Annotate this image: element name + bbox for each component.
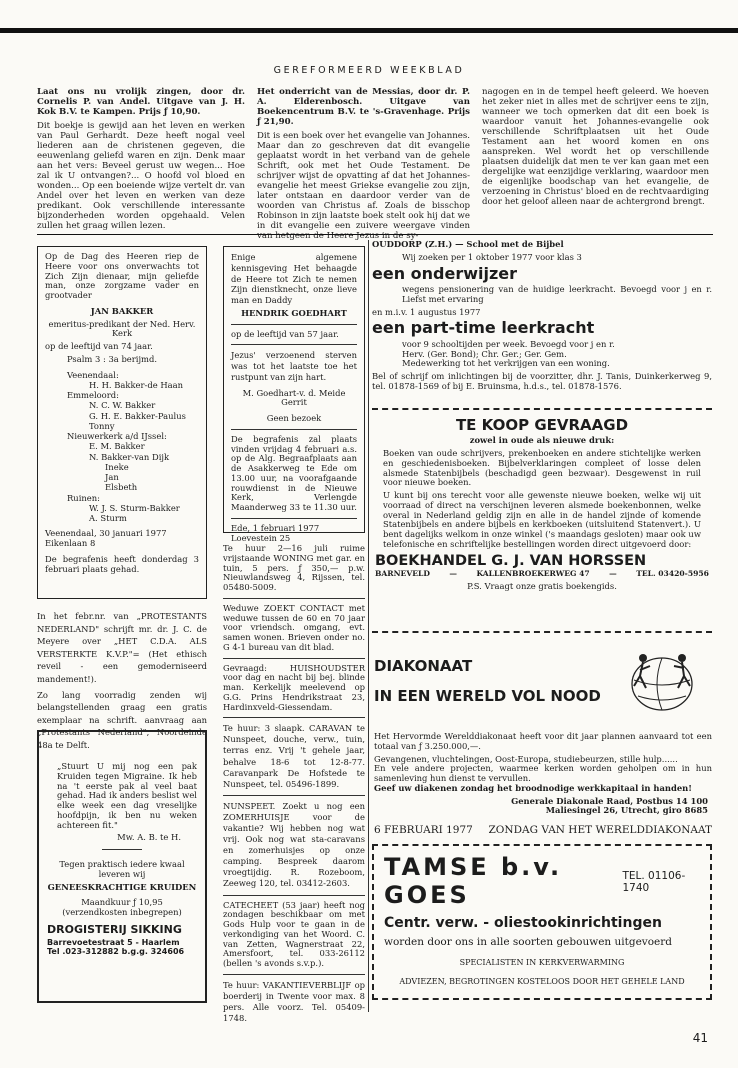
ad-line: Tegen praktisch iedere kwaal leveren wij bbox=[59, 859, 185, 879]
obit-family-line: W. J. S. Sturm-Bakker bbox=[89, 502, 180, 513]
ad-slogan: ZONDAG VAN HET WERELDDIAKONAAT bbox=[488, 824, 712, 836]
ad-title: DIAKONAAT bbox=[374, 657, 473, 675]
ad-vacancy-title: een part-time leerkracht bbox=[372, 318, 595, 338]
review-body: Dit is een boek over het evangelie van Johannes. Maar dan zo geschreven dat dit evangelie geplaatst wordt in het verband van de gehele Schrift, ook met het Oude Testament. De schrijver wijst de opvatting af dat het Johannes-evangelie het meest Griekse evangelie zou zijn, later ontstaan en daardoor verder van de woorden van Christus af. Zoals de bisschop Robinson in zijn laatste boek stelt ook hij dat we in dit evangelie een zuivere weergave vinden van hetgeen de Heere Jezus in de sy- bbox=[257, 130, 470, 241]
small-ad: Te huur 2—16 juli ruime vrijstaande WONING met gar. en tuin, 5 pers. ƒ 350,— p.w. Nieuwlandsweg 4, Rijssen, tel. 05480-5009. bbox=[223, 543, 365, 592]
small-ads bbox=[223, 544, 365, 1027]
ad-line: Medewerking tot het verkrijgen van een woning. bbox=[402, 358, 610, 369]
ad-phone: TEL. 03420-5956 bbox=[636, 569, 709, 579]
ad-line: Maandkuur ƒ 10,95 bbox=[81, 897, 163, 908]
small-ad: NUNSPEET. Zoekt u nog een ZOMERHUISJE voor de vakantie? Wij hebben nog wat vrij. Ook nog wat sta-caravans en zomerhuisjes op onze camping. Bespreek daarom vroegtijdig. R. Rozeboom, Zeeweg 120, tel. 03412-2603. bbox=[223, 800, 365, 889]
ad-address: Barrevoetestraat 5 - Haarlem bbox=[47, 937, 180, 947]
ad-line: Bel of schrijf om inlichtingen bij de voorzitter, dhr. J. Tanis, Duinkerkerweg 9, tel. 01878-1569 of bij E. Bruinsma, h.d.s., tel. 01878-1576. bbox=[372, 371, 712, 391]
small-ad: CATECHEET (53 jaar) heeft nog zondagen beschikbaar om met Gods Hulp voor te gaan in de verkondiging van het Woord. C. van Zetten, Wagnerstraat 22, Amersfoort, tel. 033-26112 (bellen 's avonds s.v.p.). bbox=[223, 899, 365, 969]
obit-family-line: Elsbeth bbox=[105, 482, 138, 493]
review-messias bbox=[257, 88, 470, 246]
ad-sender-address: Maliesingel 26, Utrecht, giro 8685 bbox=[545, 805, 708, 816]
obit-name: JAN BAKKER bbox=[90, 305, 154, 316]
small-ad: Te huur: VAKANTIEVERBLIJF op boerderij in Twente voor max. 8 pers. Alle voorz. Tel. 05409-1748. bbox=[223, 979, 365, 1024]
obit-age: op de leeftijd van 74 jaar. bbox=[45, 341, 153, 351]
ad-signature: Mw. A. B. te H. bbox=[117, 832, 181, 843]
ad-title-2: IN EEN WERELD VOL NOOD bbox=[374, 687, 601, 705]
ad-line: Herv. (Ger. Bond); Chr. Ger.; Ger. Gem. bbox=[402, 348, 567, 359]
notice-text-2: Zo lang voorradig zenden wij belangstellenden graag een gratis exemplaar na schrift. aanvraag aan „Protestants Nederland", Noordeinde 48a te Delft. bbox=[37, 689, 207, 751]
ad-text: En vele andere projecten, waarmee kerken worden geholpen om in hun samenleving hun dienst te vervullen. bbox=[374, 763, 712, 783]
ad-text: Het Hervormde Werelddiakonaat heeft voor dit jaar plannen aanvaard tot een totaal van ƒ 3.250.000,—. bbox=[374, 731, 712, 751]
ad-tamse bbox=[372, 844, 712, 1000]
ad-specialty: SPECIALISTEN IN KERKVERWARMING bbox=[459, 958, 625, 968]
review-body: nagogen en in de tempel heeft geleerd. We hoeven het zeker niet in alles met de schrijver eens te zijn, wanneer we toch opmerken dat dit een boek is waardoor vanuit het Johannes-evangelie ook verschillende Schriftplaatsen uit het Oude Testament aan het woord komen en ons aanspreken. Wel wordt het op verschillende plaatsen duidelijk dat men te ver kan gaan met een dergelijke wat eenzijdige verklaring, waardoor men de eigenlijke boodschap van het evangelie, de verzoening in Christus' bloed en de rechtvaardiging door het geloof alleen naar de achtergrond brengt. bbox=[482, 87, 709, 207]
ad-school-ouddorp bbox=[372, 240, 712, 395]
obit-family-line: N. C. W. Bakker bbox=[89, 400, 156, 411]
small-ad: Te huur: 3 slaapk. CARAVAN te Nunspeet, douche, verw., tuin, terras enz. Vrij 't gehele jaar, behalve 18-6 tot 12-8-77. Caravanpark De Hofstede te Nunspeet, tel. 05496-1899. bbox=[223, 723, 365, 789]
obit-psalm: Psalm 3 : 3a berijmd. bbox=[67, 353, 158, 364]
obit-signature: Gerrit bbox=[281, 397, 307, 408]
ad-advice: ADVIEZEN, BEGROTINGEN KOSTELOOS DOOR HET GEHELE LAND bbox=[399, 977, 685, 987]
page-number: 41 bbox=[692, 1031, 708, 1045]
small-ad: Gevraagd: HUISHOUDSTER voor dag en nacht bij bej. blinde man. Kerkelijk meelevend op G.G. Prins Hendrikstraat 23, Hardinxveld-Giessendam. bbox=[223, 662, 365, 712]
ad-line: wegens pensionering van de huidige leerkracht. Bevoegd voor j en r. Liefst met ervaring bbox=[402, 284, 712, 304]
obit-burial: De begrafenis heeft donderdag 3 februari plaats gehad. bbox=[45, 553, 199, 574]
obit-family-line: H. H. Bakker-de Haan bbox=[89, 379, 184, 390]
obit-address: Eikenlaan 8 bbox=[45, 538, 96, 548]
obit-address: Loevestein 25 bbox=[231, 532, 291, 543]
ad-postscript: P.S. Vraagt onze gratis boekengids. bbox=[467, 581, 617, 592]
ad-vacancy-title: een onderwijzer bbox=[372, 263, 518, 283]
obit-signature: M. Goedhart-v. d. Meide bbox=[242, 387, 346, 398]
obit-name: HENDRIK GOEDHART bbox=[241, 307, 347, 318]
page-header: GEREFORMEERD WEEKBLAD bbox=[273, 65, 465, 76]
ad-phone: TEL. 01106-1740 bbox=[622, 869, 686, 894]
obit-family-line: Jan bbox=[105, 472, 119, 482]
ad-text: Boeken van oude schrijvers, prekenboeken en andere stichtelijke werken en geschiedenisboeken. Bijbelverklaringen compleet of losse delen alsmede Statenbijbels (beschadigd geen bezwaar). Desgewenst in ruil voor nieuwe boeken. bbox=[383, 448, 701, 488]
ad-text: worden door ons in alle soorten gebouwen uitgevoerd bbox=[384, 935, 672, 948]
section-divider bbox=[37, 234, 713, 235]
obit-title: emeritus-predikant der Ned. Herv. Kerk bbox=[48, 318, 196, 339]
obit-family-line: Veenendaal: bbox=[67, 369, 119, 380]
ad-line: en m.i.v. 1 augustus 1977 bbox=[372, 306, 481, 317]
ad-line: Wij zoeken per 1 oktober 1977 voor klas 3 bbox=[402, 251, 582, 262]
obit-family-line: Tonny bbox=[89, 420, 115, 431]
obit-intro: Enige algemene kennisgeving Het behaagde de Heere tot Zich te nemen Zijn dienstknecht, onze lieve man en Daddy bbox=[231, 252, 357, 305]
dash-border bbox=[372, 408, 712, 410]
obit-burial: De begrafenis zal plaats vinden vrijdag 4 februari a.s. op de Alg. Begraafplaats aan de Asakkerweg te Ede om 13.00 uur, na voorafgaande rouwdienst in de Nieuwe Kerk, Verlengde Maanderweg 33 te 11.30 uur. bbox=[231, 433, 357, 512]
obit-visit: Geen bezoek bbox=[266, 413, 322, 423]
obit-intro: Op de Dag des Heeren riep de Heere voor ons onverwachts tot Zich Zijn dienaar, mijn geliefde man, onze zorgzame vader en grootvader bbox=[45, 251, 199, 300]
obit-family-line: Emmeloord: bbox=[67, 390, 119, 400]
globe-figures-icon bbox=[626, 646, 698, 716]
ad-street: KALLENBROEKERWEG 47 bbox=[476, 569, 590, 579]
ad-subtitle: zowel in oude als nieuwe druk: bbox=[469, 435, 615, 446]
top-bar bbox=[0, 28, 738, 33]
ad-quote: „Stuurt U mij nog een pak Kruiden tegen Migraine. Ik heb na 't eerste pak al veel baat gehad. Had ik anders beslist wel elke week een dag vreselijke hoofdpijn, ik ben nu weken achtereen fit." bbox=[57, 761, 197, 830]
ad-line: voor 9 schooltijden per week. Bevoegd voor j en r. bbox=[402, 338, 615, 349]
small-ad: Weduwe ZOEKT CONTACT met weduwe tussen de 60 en 70 jaar voor vriendsch. omgang, evt. samen wonen. Brieven onder no. G 4-1 bureau van dit blad. bbox=[223, 602, 365, 652]
ad-phone: Tel .023-312882 b.g.g. 324606 bbox=[47, 946, 185, 956]
obit-place: Veenendaal, 30 januari 1977 bbox=[45, 528, 167, 539]
ad-date: 6 FEBRUARI 1977 bbox=[374, 824, 473, 836]
ad-school-head: OUDDORP (Z.H.) — School met de Bijbel bbox=[372, 239, 564, 249]
review-body: Dit boekje is gewijd aan het leven en werken van Paul Gerhardt. Deze heeft nogal veel liederen aan de christenen gegeven, die eeuwenlang geliefd waren en zijn. Denk maar aan het vers: Beveel gerust uw wegen... Hoe zal ik U ontvangen?... O hoofd vol bloed en wonden... Op een boeiende wijze vertelt dr. van Andel over het leven en werken van deze predikant. Ook verschillende interessante bijzonderheden worden opgehaald. Velen zullen het graag willen lezen. bbox=[37, 120, 245, 231]
review-title: Het onderricht van de Messias, door dr. P. A. Elderenbosch. Uitgave van Boekencentrum B.V. te 's-Gravenhage. Prijs ƒ 21,90. bbox=[257, 87, 470, 127]
ad-sender: Generale Diakonale Raad, Postbus 14 100 bbox=[511, 795, 708, 806]
review-continued bbox=[482, 88, 709, 212]
obit-family-line: N. Bakker-van Dijk bbox=[89, 451, 170, 462]
ad-service: Centr. verw. - oliestookinrichtingen bbox=[384, 914, 662, 931]
obit-family-line: Nieuwerkerk a/d IJssel: bbox=[67, 431, 167, 441]
column-rule bbox=[368, 240, 369, 1012]
obituary-bakker bbox=[37, 246, 207, 599]
obit-family-line: A. Sturm bbox=[89, 513, 127, 523]
obit-quote: Jezus' verzoenend sterven was tot het laatste toe het rustpunt van zijn hart. bbox=[231, 350, 357, 382]
review-gerhardt bbox=[37, 88, 245, 236]
ad-shop-name: DROGISTERIJ SIKKING bbox=[47, 922, 182, 936]
ad-text: U kunt bij ons terecht voor alle gewenste nieuwe boeken, welke wij uit voorraad of direct na verschijnen leveren alsmede boekenbonnen, welke overal in Nederland geldig zijn en alle in de handel zijnde of komende Statenbijbels en andere bijbels en kerkboeken (uitsluitend Statenvert.). U bent dagelijks welkom in onze winkel ('s maandags gesloten) maar ook uw telefonische en schriftelijke bestellingen worden direct uitgevoerd door: bbox=[383, 490, 701, 549]
ad-title: TE KOOP GEVRAAGD bbox=[455, 416, 629, 434]
review-title: Laat ons nu vrolijk zingen, door dr. Cornelis P. van Andel. Uitgave van J. H. Kok B.V. te Kampen. Prijs ƒ 10,90. bbox=[37, 87, 245, 117]
obituary-goedhart bbox=[223, 246, 365, 543]
ad-shop-name: BOEKHANDEL G. J. VAN HORSSEN bbox=[375, 552, 647, 569]
obit-family-line: Ruinen: bbox=[67, 492, 100, 503]
notice-text: In het febr.nr. van „PROTESTANTS NEDERLAND" schrijft mr. dr. J. C. de Meyere over „HET C.D.A. ALS VERSTERKTE K.V.P."= (Het ethisch reveil - een gemoderniseerd mandement!). bbox=[37, 611, 207, 685]
ad-company-name: TAMSE b.v. GOES bbox=[384, 853, 563, 909]
obit-age: op de leeftijd van 57 jaar. bbox=[231, 328, 339, 339]
ad-appeal: Geef uw diakenen zondag het broodnodige werkkapitaal in handen! bbox=[374, 782, 692, 793]
ad-werelddiakonaat bbox=[374, 646, 712, 836]
ad-line: GENEESKRACHTIGE KRUIDEN bbox=[47, 881, 197, 892]
ad-sikking-kruiden bbox=[37, 730, 207, 1003]
ad-city: BARNEVELD bbox=[375, 569, 430, 579]
ad-text: Gevangenen, vluchtelingen, Oost-Europa, studiebeurzen, stille hulp...... bbox=[374, 753, 678, 764]
obit-family-line: G. H. E. Bakker-Paulus bbox=[89, 410, 186, 421]
obit-family-line: Ineke bbox=[105, 461, 129, 472]
ad-line: (verzendkosten inbegrepen) bbox=[62, 907, 182, 917]
dash-border bbox=[372, 631, 712, 633]
ad-boekhandel-horssen: TE KOOP GEVRAAGD zowel in oude als nieuwe druk: Boeken van oude schrijvers, prekenboeken en andere stichtelijke werken en geschiedenisboeken. Bijbelverklaringen compleet of losse delen alsmede Statenbijbels (beschadigd geen bezwaar). Desgewenst in ruil voor nieuwe boeken. U kunt bij ons terecht voor alle gewenste nieuwe boeken, welke wij uit voorraad of direct na verschijnen leveren alsmede boekenbonnen, welke overal in Nederland geldig zijn en alle in de handel zijnde of komende Statenbijbels en andere bijbels en kerkboeken (uitsluitend Statenvert.). U bent dagelijks welkom in onze winkel ('s maandags gesloten) maar ook uw telefonische en schriftelijke bestellingen worden direct uitgevoerd door: BOEKHANDEL G. J. VAN HORSSEN BARNEVELD — KALLENBROEKERWEG 47 — TEL. 03420-5956 P.S. Vraagt onze gratis boekengids. bbox=[375, 416, 709, 592]
obit-place: Ede, 1 februari 1977 bbox=[231, 522, 320, 533]
obit-family-line: E. M. Bakker bbox=[89, 441, 145, 452]
